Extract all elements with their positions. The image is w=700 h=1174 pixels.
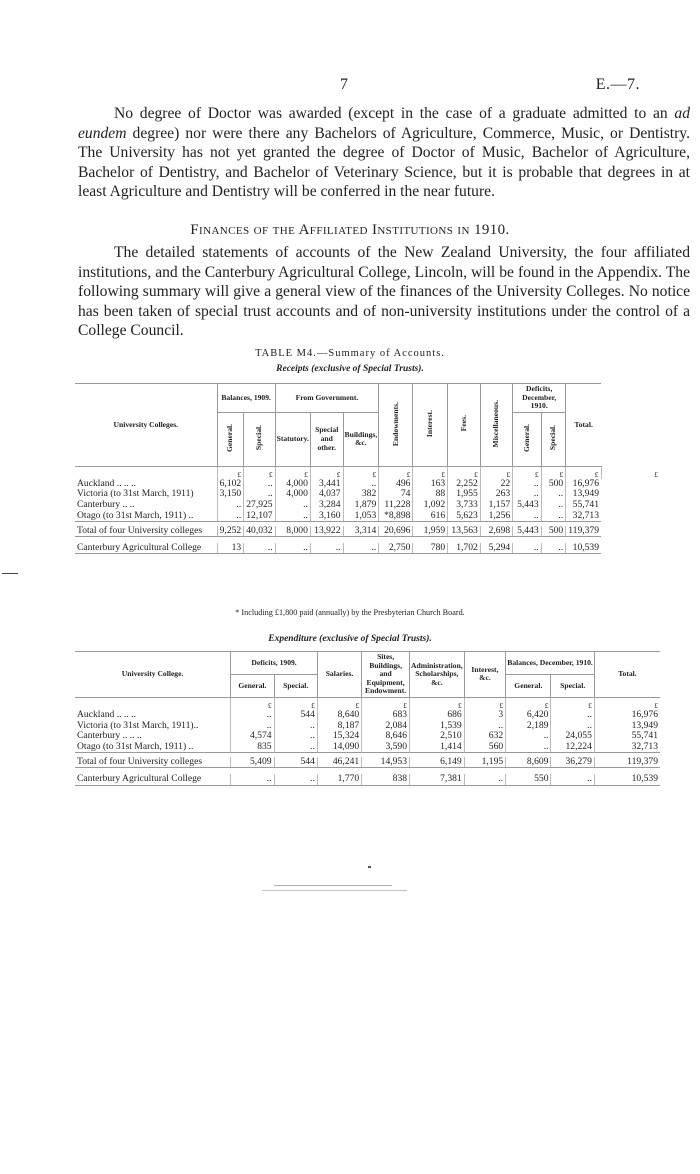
receipts-unit-pound: £ [217,466,244,479]
expenditure-cell: 6,149 [410,757,465,768]
receipts-header-fees [448,384,481,467]
receipts-footnote: * Including £1,800 paid (annually) by the Presbyterian Church Board. [235,608,465,617]
table-row [75,742,660,753]
receipts-unit-pound: £ [275,466,310,479]
expenditure-cell: 5,409 [231,757,274,768]
expenditure-unit-pound: £ [362,697,410,710]
receipts-header-government: From Government. [275,384,379,413]
receipts-cell: .. [217,500,244,511]
expenditure-header-admin: Administration, Scholarships, &c. [410,652,465,698]
receipts-header-misc-label: Miscellaneous. [491,399,501,448]
paragraph-degrees-end: degree) nor were there any Bachelors of Agriculture, Commerce, Music, or Dentistry. The University has not yet granted the degree of Doctor of Music, Bachelor of Agriculture, Bachelor of Dentistry, and Bachelor of Veterinary Science, but it is probable that degrees in at least Agriculture and Dentistry will be conferred in the near future. [78,124,690,201]
expenditure-cell: 4,574 [231,731,274,742]
receipts-cell: 496 [379,479,413,490]
receipts-subtitle: Receipts (exclusive of Special Trusts). [276,364,424,374]
receipts-cell: 22 [480,479,512,490]
receipts-cell: 8,000 [275,526,310,537]
expenditure-header-sites: Sites, Buildings, and Equipment, Endowment. [362,652,410,698]
receipts-cell: 9,252 [217,526,244,537]
receipts-cell: 3,284 [310,500,343,511]
expenditure-cell: .. [506,742,551,753]
receipts-header-balances-general-label: General. [225,423,235,452]
expenditure-cell: .. [231,774,274,785]
receipts-cell: .. [275,543,310,554]
expenditure-cell: 46,241 [317,757,361,768]
expenditure-cell: 14,090 [317,742,361,753]
expenditure-unit-pound: £ [464,697,505,710]
receipts-unit-pound: £ [541,466,566,479]
receipts-unit-blank [75,466,217,479]
receipts-cell: .. [275,511,310,522]
receipts-unit-pound: £ [566,466,601,479]
expenditure-cell: 632 [464,731,505,742]
receipts-cell: .. [244,543,275,554]
expenditure-cell: .. [551,774,594,785]
receipts-unit-pound: £ [310,466,343,479]
expenditure-cell: .. [274,721,317,732]
receipts-cell: 1,092 [413,500,448,511]
expenditure-body [75,697,660,785]
expenditure-subtitle: Expenditure (exclusive of Special Trusts). [268,634,432,644]
receipts-cell: 4,000 [275,479,310,490]
expenditure-cell: .. [551,710,594,721]
expenditure-unit-pound: £ [506,697,551,710]
receipts-cell: 5,443 [513,500,541,511]
expenditure-cell: 55,741 [594,731,660,742]
receipts-cell: 5,443 [513,526,541,537]
expenditure-cell: 1,770 [317,774,361,785]
receipts-header-balances-general [217,412,244,466]
expenditure-unit-pound: £ [231,697,274,710]
receipts-header-balances-special [244,412,275,466]
expenditure-unit-pound: £ [317,697,361,710]
receipts-cell: .. [343,479,379,490]
expenditure-cell: 838 [362,774,410,785]
expenditure-cell: .. [464,774,505,785]
receipts-cell: .. [513,543,541,554]
expenditure-header-total: Total. [594,652,660,698]
receipts-cell: 13,949 [566,489,601,500]
paragraph-degrees-emphasis: ad eundem [78,105,690,142]
receipts-header-misc [480,384,512,467]
margin-dash [2,573,18,574]
receipts-header-deficits-general [513,412,541,466]
receipts-cell: 40,032 [244,526,275,537]
receipts-cell: .. [513,489,541,500]
receipts-cell: 382 [343,489,379,500]
receipts-header-deficits-special [541,412,566,466]
receipts-unit-row [75,466,660,479]
expenditure-cell: 14,953 [362,757,410,768]
receipts-cell: 500 [541,479,566,490]
expenditure-cell: 8,187 [317,721,361,732]
receipts-cell: 263 [480,489,512,500]
receipts-cell: 11,228 [379,500,413,511]
receipts-row-label: Victoria (to 31st March, 1911) [77,488,194,500]
receipts-cell: 1,053 [343,511,379,522]
receipts-cell: .. [217,511,244,522]
expenditure-cell: 8,609 [506,757,551,768]
receipts-unit-pound: £ [601,466,660,479]
receipts-cell: 88 [413,489,448,500]
receipts-header-deficits-special-label: Special. [548,425,558,451]
receipts-row-label: Canterbury .. .. [77,498,135,510]
table-row [75,526,660,537]
paragraph-degrees-start: No degree of Doctor was awarded (except in the case of a graduate admitted to an [114,105,675,122]
expenditure-header-balances-special: Special. [551,674,594,697]
expenditure-cell: 2,189 [506,721,551,732]
receipts-cell: 20,696 [379,526,413,537]
receipts-row-label: Canterbury Agricultural College [75,543,217,554]
expenditure-header-deficits-special: Special. [274,674,317,697]
receipts-cell: .. [343,543,379,554]
receipts-header-endowments [379,384,413,467]
expenditure-cell: .. [551,721,594,732]
expenditure-unit-row [75,697,660,710]
expenditure-unit-pound: £ [551,697,594,710]
expenditure-cell: 683 [362,710,410,721]
expenditure-cell: 3,590 [362,742,410,753]
expenditure-cell: 686 [410,710,465,721]
receipts-cell: 5,294 [480,543,512,554]
receipts-cell: 780 [413,543,448,554]
receipts-unit-pound: £ [343,466,379,479]
section-heading-text: Finances of the Affiliated Institutions in 1910. [190,222,510,238]
section-heading [0,222,700,239]
expenditure-header-salaries: Salaries. [317,652,361,698]
receipts-header-total: Total. [566,384,601,467]
expenditure-row-label: Otago (to 31st March, 1911) .. [75,742,231,753]
receipts-header-balances: Balances, 1909. [217,384,275,413]
expenditure-cell: 7,381 [410,774,465,785]
receipts-cell: 1,959 [413,526,448,537]
expenditure-unit-pound: £ [410,697,465,710]
expenditure-cell: 2,510 [410,731,465,742]
receipts-cell: 27,925 [244,500,275,511]
expenditure-header-deficits-general: General. [231,674,274,697]
receipts-header-endowments-label: Endowments. [390,401,400,446]
expenditure-cell: .. [274,774,317,785]
receipts-cell: 13 [217,543,244,554]
receipts-header-fees-label: Fees. [458,415,468,432]
receipts-cell: 4,000 [275,489,310,500]
expenditure-cell: 550 [506,774,551,785]
table-row [75,500,660,511]
document-reference: E.—7. [595,76,640,93]
bottom-rule-lower [262,890,407,891]
receipts-header-interest-label: Interest. [425,410,435,438]
expenditure-cell: .. [231,721,274,732]
receipts-cell: .. [244,489,275,500]
expenditure-cell: 15,324 [317,731,361,742]
receipts-cell: 1,702 [448,543,481,554]
bottom-rule [274,885,392,886]
expenditure-unit-pound: £ [274,697,317,710]
expenditure-cell: 1,414 [410,742,465,753]
receipts-header-deficits: Deficits, December, 1910. [513,384,566,413]
receipts-cell: 2,252 [448,479,481,490]
receipts-cell: .. [244,479,275,490]
expenditure-cell: 16,976 [594,710,660,721]
receipts-unit-pound: £ [513,466,541,479]
receipts-cell: 3,733 [448,500,481,511]
receipts-cell: 2,750 [379,543,413,554]
receipts-cell: .. [541,500,566,511]
receipts-cell: 4,037 [310,489,343,500]
table-row [75,511,660,522]
expenditure-cell: .. [506,731,551,742]
receipts-cell: 12,107 [244,511,275,522]
expenditure-cell: 3 [464,710,505,721]
receipts-cell: 6,102 [217,479,244,490]
stray-mark [368,866,371,868]
expenditure-cell: 2,084 [362,721,410,732]
receipts-row-label: Auckland .. .. .. [77,477,136,489]
expenditure-cell: 10,539 [594,774,660,785]
expenditure-cell: 1,539 [410,721,465,732]
expenditure-cell: 24,055 [551,731,594,742]
expenditure-cell: .. [274,742,317,753]
expenditure-header-interest: Interest, &c. [464,652,505,698]
expenditure-table [75,651,660,786]
expenditure-cell: 560 [464,742,505,753]
receipts-cell: .. [310,543,343,554]
table-row [75,774,660,785]
receipts-cell: 3,441 [310,479,343,490]
receipts-unit-pound: £ [480,466,512,479]
receipts-cell: *8,898 [379,511,413,522]
receipts-cell: 119,379 [566,526,601,537]
expenditure-header-balances: Balances, December, 1910. [506,652,595,675]
expenditure-cell: 1,195 [464,757,505,768]
receipts-cell: 500 [541,526,566,537]
receipts-cell: .. [541,511,566,522]
receipts-cell: 13,922 [310,526,343,537]
expenditure-cell: 119,379 [594,757,660,768]
receipts-cell: 55,741 [566,500,601,511]
receipts-header-buildings: Buildings, &c. [343,412,379,466]
receipts-body [75,466,660,554]
receipts-header-balances-special-label: Special. [254,425,264,451]
receipts-cell: 10,539 [566,543,601,554]
expenditure-cell: .. [464,721,505,732]
expenditure-row-label: Total of four University colleges [75,757,231,768]
paragraph-degrees [78,104,690,202]
expenditure-row-label: Victoria (to 31st March, 1911).. [77,719,199,731]
page-number: 7 [340,76,348,93]
expenditure-cell: 8,640 [317,710,361,721]
receipts-cell: .. [541,543,566,554]
expenditure-cell: .. [274,731,317,742]
receipts-unit-pound: £ [413,466,448,479]
expenditure-header-deficits: Deficits, 1909. [231,652,318,675]
receipts-cell: 1,157 [480,500,512,511]
receipts-row-label: Total of four University colleges [75,526,217,537]
receipts-cell: .. [513,511,541,522]
receipts-unit-pound: £ [244,466,275,479]
receipts-cell: 1,879 [343,500,379,511]
expenditure-cell: 8,646 [362,731,410,742]
receipts-unit-pound: £ [448,466,481,479]
receipts-cell: 13,563 [448,526,481,537]
table-row [75,543,660,554]
expenditure-cell: 12,224 [551,742,594,753]
expenditure-unit-pound: £ [594,697,660,710]
receipts-cell: .. [275,500,310,511]
expenditure-cell: 13,949 [594,721,660,732]
receipts-cell: 2,698 [480,526,512,537]
receipts-header-special-other: Special and other. [310,412,343,466]
receipts-cell: 5,623 [448,511,481,522]
receipts-header-college: University Colleges. [75,384,217,467]
receipts-cell: .. [541,489,566,500]
receipts-unit-pound: £ [379,466,413,479]
receipts-cell: 16,976 [566,479,601,490]
expenditure-row-label: Auckland .. .. .. [77,708,136,720]
expenditure-cell: 6,420 [506,710,551,721]
paragraph-finances: The detailed statements of accounts of the New Zealand University, the four affiliated institutions, and the Canterbury Agricultural College, Lincoln, will be found in the Appendix. The following summary will give a general view of the finances of the University Colleges. No notice has been taken of special trust accounts and of non-university institutions under the control of a College Council. [78,244,690,340]
expenditure-cell: 835 [231,742,274,753]
expenditure-row-label: Canterbury Agricultural College [75,774,231,785]
receipts-cell: 3,150 [217,489,244,500]
receipts-cell: 616 [413,511,448,522]
table-row [75,710,660,721]
receipts-header-statutory: Statutory. [275,412,310,466]
receipts-cell: 1,955 [448,489,481,500]
expenditure-header-balances-general: General. [506,674,551,697]
expenditure-cell: .. [231,710,274,721]
receipts-cell: .. [513,479,541,490]
table-caption: TABLE M4.—Summary of Accounts. [255,348,445,359]
receipts-row-label: Otago (to 31st March, 1911) .. [75,511,217,522]
expenditure-cell: 32,713 [594,742,660,753]
expenditure-row-label: Canterbury .. .. .. [77,730,142,742]
expenditure-cell: 544 [274,710,317,721]
receipts-header-interest [413,384,448,467]
receipts-cell: 74 [379,489,413,500]
receipts-table [75,383,660,554]
receipts-cell: 32,713 [566,511,601,522]
expenditure-header-college: University College. [75,652,231,698]
expenditure-cell: 544 [274,757,317,768]
expenditure-cell: 36,279 [551,757,594,768]
table-row [75,757,660,768]
receipts-header-deficits-general-label: General. [521,423,531,452]
receipts-cell: 3,160 [310,511,343,522]
receipts-cell: 3,314 [343,526,379,537]
receipts-cell: 1,256 [480,511,512,522]
receipts-cell: 163 [413,479,448,490]
